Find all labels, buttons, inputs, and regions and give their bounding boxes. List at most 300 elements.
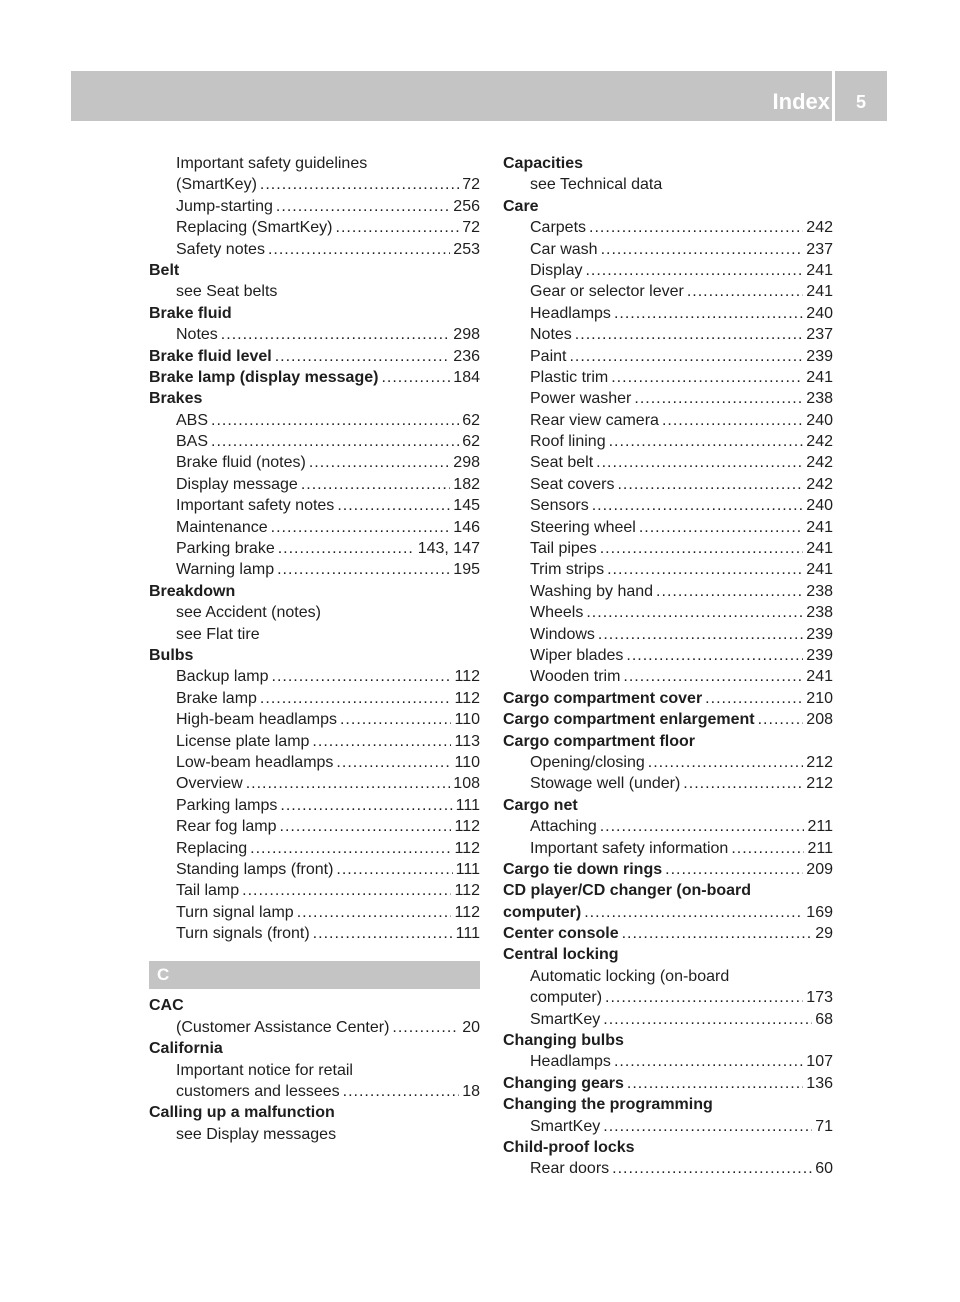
dot-leader	[605, 987, 803, 1008]
index-entry	[503, 859, 833, 880]
index-subentry	[149, 923, 480, 944]
page-reference: 62	[462, 411, 480, 429]
index-entry	[503, 688, 833, 709]
index-subentry	[149, 902, 480, 923]
dot-leader	[586, 602, 803, 623]
index-entry	[149, 388, 480, 409]
entry-text: Important safety guidelines	[176, 155, 368, 172]
page-reference: 239	[806, 646, 833, 664]
index-subentry	[149, 859, 480, 880]
entry-text: see Seat belts	[176, 283, 278, 301]
index-entry	[503, 196, 833, 217]
dot-leader	[575, 324, 804, 345]
index-subentry	[503, 1158, 833, 1179]
index-subentry	[149, 174, 480, 195]
page-reference: 241	[806, 668, 833, 686]
page-reference: 68	[815, 1010, 833, 1028]
entry-text: computer)	[503, 903, 582, 921]
index-subentry	[503, 966, 833, 987]
dot-leader	[221, 324, 451, 345]
index-subentry	[503, 495, 833, 516]
index-subentry	[149, 838, 480, 859]
entry-text: Notes	[176, 326, 218, 344]
index-entry	[149, 303, 480, 324]
index-subentry	[503, 281, 833, 302]
index-subentry	[503, 987, 833, 1008]
dot-leader	[301, 474, 450, 495]
index-subentry	[503, 474, 833, 495]
index-subentry	[503, 538, 833, 559]
index-subentry	[503, 324, 833, 345]
index-subentry	[503, 303, 833, 324]
entry-text: Wheels	[530, 604, 584, 622]
page-reference: 146	[453, 518, 480, 536]
page-reference: 195	[453, 561, 480, 579]
entry-text: Automatic locking (on-board	[530, 967, 730, 985]
dot-leader	[609, 431, 804, 452]
dot-leader	[275, 346, 451, 367]
index-subentry	[149, 196, 480, 217]
page-reference: 240	[806, 497, 833, 515]
page-reference: 298	[453, 326, 480, 344]
page-reference: 241	[806, 368, 833, 386]
dot-leader	[343, 1081, 460, 1102]
index-subentry	[503, 517, 833, 538]
entry-text: Wooden trim	[530, 668, 621, 686]
page-reference: 241	[806, 518, 833, 536]
index-entry	[149, 1102, 480, 1123]
page-reference: 112	[454, 903, 480, 921]
page-reference: 239	[806, 347, 833, 365]
index-subentry	[503, 410, 833, 431]
index-subentry	[503, 1051, 833, 1072]
entry-text: Child-proof locks	[503, 1138, 635, 1156]
page-reference: 242	[806, 219, 833, 237]
index-entry	[149, 1038, 480, 1059]
index-subentry	[503, 752, 833, 773]
index-subentry	[503, 217, 833, 238]
entry-text: Parking lamps	[176, 796, 278, 814]
entry-text: Changing the programming	[503, 1096, 713, 1114]
index-subentry	[149, 239, 480, 260]
dot-leader	[309, 452, 450, 473]
dot-leader	[280, 816, 452, 837]
index-subentry	[149, 517, 480, 538]
entry-text: Roof lining	[530, 433, 606, 451]
entry-text: CD player/CD changer (on-board	[503, 882, 752, 900]
entry-text: Bulbs	[149, 646, 194, 664]
index-subentry	[503, 431, 833, 452]
entry-text: Paint	[530, 347, 567, 365]
entry-text: License plate lamp	[176, 732, 310, 750]
entry-text: Central locking	[503, 946, 619, 964]
entry-text: Jump-starting	[176, 197, 273, 215]
entry-text: Turn signals (front)	[176, 925, 310, 943]
page-reference: 107	[806, 1053, 833, 1071]
page-reference: 242	[806, 454, 833, 472]
entry-text: Sensors	[530, 497, 589, 515]
entry-text: Gear or selector lever	[530, 283, 684, 301]
entry-text: see Technical data	[530, 176, 663, 194]
page-reference: 242	[806, 433, 833, 451]
index-subentry	[503, 1009, 833, 1030]
entry-text: Display	[530, 261, 583, 279]
index-subentry	[149, 666, 480, 687]
entry-text: Cargo tie down rings	[503, 860, 663, 878]
entry-text: Tail lamp	[176, 882, 240, 900]
page-reference: 112	[454, 668, 480, 686]
entry-text: Calling up a malfunction	[149, 1104, 335, 1122]
entry-text: Breakdown	[149, 582, 236, 600]
dot-leader	[600, 816, 805, 837]
entry-text: Safety notes	[176, 240, 265, 258]
entry-text: Car wash	[530, 240, 598, 258]
index-subentry	[149, 281, 480, 302]
entry-text: CAC	[149, 997, 184, 1015]
entry-text: Display message	[176, 475, 298, 493]
index-subentry	[503, 666, 833, 687]
page-reference: 184	[453, 368, 480, 386]
index-letter-heading: C	[149, 961, 480, 989]
dot-leader	[260, 174, 459, 195]
dot-leader	[271, 517, 451, 538]
entry-text: see Display messages	[176, 1125, 337, 1143]
page-reference: 256	[453, 197, 480, 215]
dot-leader	[569, 346, 803, 367]
entry-text: see Flat tire	[176, 625, 260, 643]
page-reference: 253	[453, 240, 480, 258]
dot-leader	[656, 581, 803, 602]
dot-leader	[242, 880, 451, 901]
dot-leader	[589, 217, 803, 238]
page-reference: 173	[806, 989, 833, 1007]
dot-leader	[340, 709, 452, 730]
dot-leader	[585, 260, 803, 281]
entry-text: Cargo compartment cover	[503, 689, 703, 707]
entry-text: (Customer Assistance Center)	[176, 1018, 390, 1036]
dot-leader	[614, 303, 803, 324]
index-entry	[503, 709, 833, 730]
index-entry	[503, 795, 833, 816]
index-column-right	[503, 153, 833, 1180]
index-subentry	[149, 1060, 480, 1081]
index-subentry	[503, 624, 833, 645]
entry-text: Seat belt	[530, 454, 594, 472]
page-reference: 72	[462, 176, 480, 194]
entry-text: SmartKey	[530, 1117, 601, 1135]
index-entry	[503, 902, 833, 923]
page-reference: 238	[806, 390, 833, 408]
dot-leader	[634, 388, 803, 409]
entry-text: (SmartKey)	[176, 176, 257, 194]
page-reference: 211	[807, 839, 833, 857]
page-reference: 143, 147	[417, 540, 480, 558]
page-reference: 240	[806, 304, 833, 322]
page-reference: 145	[453, 497, 480, 515]
index-subentry	[149, 773, 480, 794]
entry-text: customers and lessees	[176, 1083, 340, 1101]
dot-leader	[260, 688, 452, 709]
page-reference: 238	[806, 582, 833, 600]
dot-leader	[614, 1051, 803, 1072]
index-subentry	[503, 645, 833, 666]
index-subentry	[503, 816, 833, 837]
entry-text: Cargo net	[503, 796, 578, 814]
index-subentry	[503, 838, 833, 859]
entry-text: Standing lamps (front)	[176, 860, 334, 878]
index-entry	[149, 581, 480, 602]
dot-leader	[278, 538, 415, 559]
index-subentry	[149, 731, 480, 752]
dot-leader	[611, 367, 803, 388]
dot-leader	[601, 239, 804, 260]
entry-text: Brakes	[149, 390, 203, 408]
dot-leader	[683, 773, 803, 794]
page-reference: 241	[806, 561, 833, 579]
page-reference: 71	[815, 1117, 833, 1135]
index-subentry	[503, 346, 833, 367]
entry-text: Washing by hand	[530, 582, 654, 600]
dot-leader	[336, 859, 452, 880]
entry-text: Important notice for retail	[176, 1061, 353, 1079]
index-subentry	[503, 1116, 833, 1137]
page-reference: 110	[454, 753, 480, 771]
page-reference: 112	[454, 689, 480, 707]
dot-leader	[596, 452, 803, 473]
dot-leader	[211, 431, 459, 452]
page-reference: 18	[462, 1083, 480, 1101]
index-subentry	[149, 795, 480, 816]
dot-leader	[665, 859, 803, 880]
page-reference: 110	[454, 711, 480, 729]
page-reference: 212	[806, 753, 833, 771]
index-subentry	[503, 388, 833, 409]
index-subentry	[149, 602, 480, 623]
entry-text: Wiper blades	[530, 646, 624, 664]
entry-text: Seat covers	[530, 475, 615, 493]
index-subentry	[503, 452, 833, 473]
entry-text: Overview	[176, 775, 243, 793]
dot-leader	[280, 795, 452, 816]
page-reference: 112	[454, 882, 480, 900]
index-subentry	[503, 581, 833, 602]
index-subentry	[149, 324, 480, 345]
index-entry	[503, 923, 833, 944]
index-entry	[503, 1137, 833, 1158]
index-subentry	[149, 153, 480, 174]
entry-text: Low-beam headlamps	[176, 753, 334, 771]
entry-text: Brake lamp (display message)	[149, 368, 379, 386]
index-entry	[503, 1073, 833, 1094]
page-reference: 72	[462, 219, 480, 237]
index-subentry	[149, 559, 480, 580]
entry-text: Windows	[530, 625, 595, 643]
page-reference: 236	[453, 347, 480, 365]
page-reference: 241	[806, 540, 833, 558]
dot-leader	[612, 1158, 812, 1179]
page-reference: 240	[806, 411, 833, 429]
index-entry	[503, 153, 833, 174]
dot-leader	[313, 923, 453, 944]
page-reference: 62	[462, 433, 480, 451]
entry-text: Parking brake	[176, 540, 275, 558]
entry-text: Brake lamp	[176, 689, 257, 707]
entry-text: Rear doors	[530, 1160, 610, 1178]
entry-text: Stowage well (under)	[530, 775, 681, 793]
index-subentry	[503, 367, 833, 388]
dot-leader	[731, 838, 804, 859]
entry-text: Care	[503, 197, 539, 215]
index-subentry	[149, 1017, 480, 1038]
entry-text: Notes	[530, 326, 572, 344]
entry-text: Brake fluid (notes)	[176, 454, 306, 472]
dot-leader	[392, 1017, 459, 1038]
index-subentry	[149, 452, 480, 473]
dot-leader	[337, 495, 450, 516]
entry-text: Power washer	[530, 390, 632, 408]
entry-text: see Accident (notes)	[176, 604, 321, 622]
dot-leader	[617, 474, 803, 495]
page-reference: 241	[806, 261, 833, 279]
index-entry	[149, 367, 480, 388]
dot-leader	[622, 923, 813, 944]
entry-text: California	[149, 1040, 223, 1058]
dot-leader	[276, 196, 450, 217]
entry-text: Attaching	[530, 818, 597, 836]
dot-leader	[648, 752, 804, 773]
entry-text: Headlamps	[530, 1053, 611, 1071]
entry-text: Replacing	[176, 839, 248, 857]
index-subentry	[149, 495, 480, 516]
entry-text: Maintenance	[176, 518, 268, 536]
entry-text: SmartKey	[530, 1010, 601, 1028]
entry-text: Replacing (SmartKey)	[176, 219, 333, 237]
page-reference: 208	[806, 711, 833, 729]
page-reference: 209	[806, 860, 833, 878]
dot-leader	[336, 217, 460, 238]
index-subentry	[149, 624, 480, 645]
entry-text: High-beam headlamps	[176, 711, 337, 729]
entry-text: Changing bulbs	[503, 1032, 624, 1050]
dot-leader	[603, 1116, 812, 1137]
index-subentry	[149, 410, 480, 431]
page-reference: 136	[806, 1074, 833, 1092]
entry-text: Tail pipes	[530, 540, 597, 558]
dot-leader	[600, 538, 804, 559]
index-subentry	[503, 239, 833, 260]
entry-text: Carpets	[530, 219, 587, 237]
page-reference: 20	[462, 1018, 480, 1036]
entry-text: ABS	[176, 411, 209, 429]
dot-leader	[268, 239, 450, 260]
dot-leader	[336, 752, 451, 773]
dot-leader	[758, 709, 804, 730]
entry-text: Cargo compartment enlargement	[503, 711, 755, 729]
index-subentry	[503, 602, 833, 623]
page-reference: 112	[454, 818, 480, 836]
entry-text: Turn signal lamp	[176, 903, 294, 921]
index-subentry	[503, 559, 833, 580]
index-entry	[503, 731, 833, 752]
page-reference: 182	[453, 475, 480, 493]
dot-leader	[603, 1009, 812, 1030]
page-reference: 237	[806, 240, 833, 258]
entry-text: Plastic trim	[530, 368, 609, 386]
page-reference: 238	[806, 604, 833, 622]
page-reference: 112	[454, 839, 480, 857]
dot-leader	[627, 1073, 803, 1094]
entry-text: BAS	[176, 433, 209, 451]
page-reference: 239	[806, 625, 833, 643]
entry-text: Warning lamp	[176, 561, 275, 579]
index-entry	[149, 645, 480, 666]
entry-text: Rear fog lamp	[176, 818, 277, 836]
index-entry	[503, 944, 833, 965]
entry-text: Cargo compartment floor	[503, 732, 696, 750]
index-entry	[503, 1094, 833, 1115]
index-subentry	[503, 260, 833, 281]
index-subentry	[149, 431, 480, 452]
entry-text: Center console	[503, 925, 619, 943]
dot-leader	[687, 281, 803, 302]
dot-leader	[623, 666, 803, 687]
section-title: Index	[772, 89, 830, 114]
index-subentry	[149, 1124, 480, 1145]
dot-leader	[592, 495, 804, 516]
page-reference: 169	[806, 903, 833, 921]
index-subentry	[149, 217, 480, 238]
dot-leader	[705, 688, 803, 709]
page-reference: 298	[453, 454, 480, 472]
dot-leader	[381, 367, 450, 388]
page-reference: 111	[455, 860, 480, 878]
entry-text: Headlamps	[530, 304, 611, 322]
index-column-left	[149, 153, 480, 1145]
page-number: 5	[855, 92, 866, 112]
index-entry	[503, 880, 833, 901]
dot-leader	[246, 773, 451, 794]
index-entry	[149, 260, 480, 281]
page-reference: 241	[806, 283, 833, 301]
entry-text: Capacities	[503, 155, 584, 172]
index-subentry	[149, 709, 480, 730]
entry-text: computer)	[530, 989, 603, 1007]
entry-text: Backup lamp	[176, 668, 269, 686]
page-reference: 113	[454, 732, 480, 750]
index-subentry	[503, 773, 833, 794]
dot-leader	[607, 559, 803, 580]
dot-leader	[272, 666, 452, 687]
entry-text: Steering wheel	[530, 518, 636, 536]
entry-text: Important safety information	[530, 839, 729, 857]
dot-leader	[584, 902, 803, 923]
index-subentry	[149, 1081, 480, 1102]
dot-leader	[277, 559, 450, 580]
page-reference: 111	[455, 796, 480, 814]
entry-text: Changing gears	[503, 1074, 624, 1092]
index-subentry	[149, 816, 480, 837]
entry-text: Brake fluid level	[149, 347, 272, 365]
index-subentry	[149, 538, 480, 559]
page-reference: 60	[815, 1160, 833, 1178]
dot-leader	[297, 902, 452, 923]
index-entry	[149, 995, 480, 1016]
entry-text: Rear view camera	[530, 411, 659, 429]
page-reference: 211	[807, 818, 833, 836]
dot-leader	[626, 645, 803, 666]
index-entry	[503, 1030, 833, 1051]
entry-text: Brake fluid	[149, 304, 232, 322]
